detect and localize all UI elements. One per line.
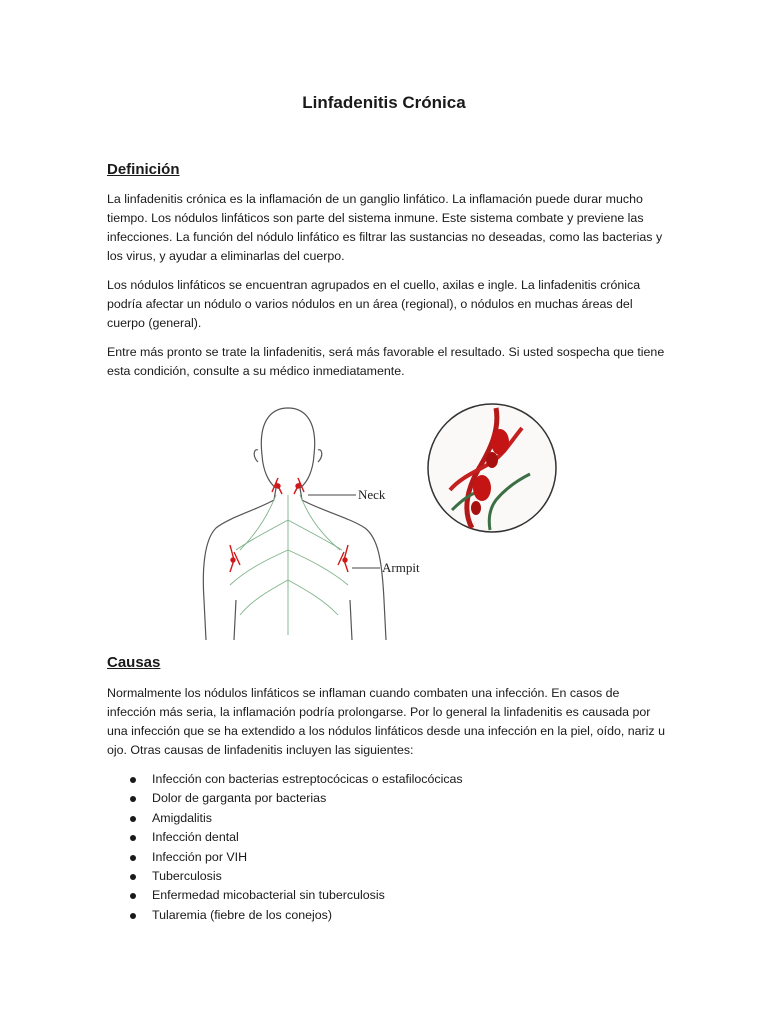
list-item (128, 770, 463, 789)
list-item (128, 886, 463, 905)
section-heading-definicion: Definición (107, 161, 180, 178)
list-item (128, 906, 463, 925)
bullet-icon (130, 816, 136, 822)
neck-lymph-nodes (272, 478, 304, 494)
page-title: Linfadenitis Crónica (302, 93, 466, 112)
bullet-icon (130, 874, 136, 880)
bullet-icon (130, 835, 136, 841)
list-item-text: Dolor de garganta por bacterias (152, 791, 327, 806)
node-detail-magnifier (428, 404, 556, 532)
causes-list (128, 770, 463, 925)
bullet-icon (130, 855, 136, 861)
bullet-icon (130, 777, 136, 783)
bullet-icon (130, 913, 136, 919)
list-item (128, 828, 463, 847)
bullet-icon (130, 796, 136, 802)
neck-label: Neck (358, 487, 386, 502)
paragraph-definicion-3: Entre más pronto se trate la linfadenitis, será más favorable el resultado. Si usted sospecha que tiene esta condición, consulte a su médico inmediatamente. (107, 345, 665, 378)
section-heading-causas: Causas (107, 654, 161, 671)
list-item (128, 809, 463, 828)
list-item-text: Tularemia (fiebre de los conejos) (152, 907, 332, 922)
paragraph-causas: Normalmente los nódulos linfáticos se inflaman cuando combaten una infección. En casos de infección más seria, la inflamación podría prolongarse. Por lo general la linfadenitis es causada por una infección que se ha extendido a los nódulos linfáticos desde una infección en la piel, oído, nariz u ojo. Otras causas de linfadenitis incluyen las siguientes: (107, 686, 665, 757)
paragraph-definicion-2: Los nódulos linfáticos se encuentran agrupados en el cuello, axilas e ingle. La linfadenitis crónica podría afectar un nódulo o varios nódulos en un área (regional), o nódulos en muchas áreas del cuerpo (general). (107, 278, 641, 330)
list-item (128, 848, 463, 867)
list-item-text: Infección con bacterias estreptocócicas o estafilocócicas (152, 772, 463, 786)
list-item (128, 789, 463, 808)
list-item-text: Amigdalitis (152, 810, 212, 825)
armpit-lymph-nodes (230, 545, 348, 572)
list-item-text: Tuberculosis (152, 869, 222, 884)
bullet-icon (130, 893, 136, 899)
lymph-nodes-illustration (200, 400, 570, 640)
list-item-text: Infección dental (152, 830, 239, 845)
list-item (128, 867, 463, 886)
armpit-label: Armpit (382, 560, 420, 575)
list-item-text: Infección por VIH (152, 849, 248, 864)
lymph-vessels (230, 495, 348, 635)
list-item-text: Enfermedad micobacterial sin tuberculosis (152, 888, 385, 903)
paragraph-definicion-1: La linfadenitis crónica es la inflamación de un ganglio linfático. La inflamación puede durar mucho tiempo. Los nódulos linfáticos son parte del sistema inmune. Este sistema combate y previene las infecciones. La función del nódulo linfático es filtrar las sustancias no deseadas, como las bacterias y los virus, y ayudar a eliminarlas del cuerpo. (107, 192, 663, 263)
